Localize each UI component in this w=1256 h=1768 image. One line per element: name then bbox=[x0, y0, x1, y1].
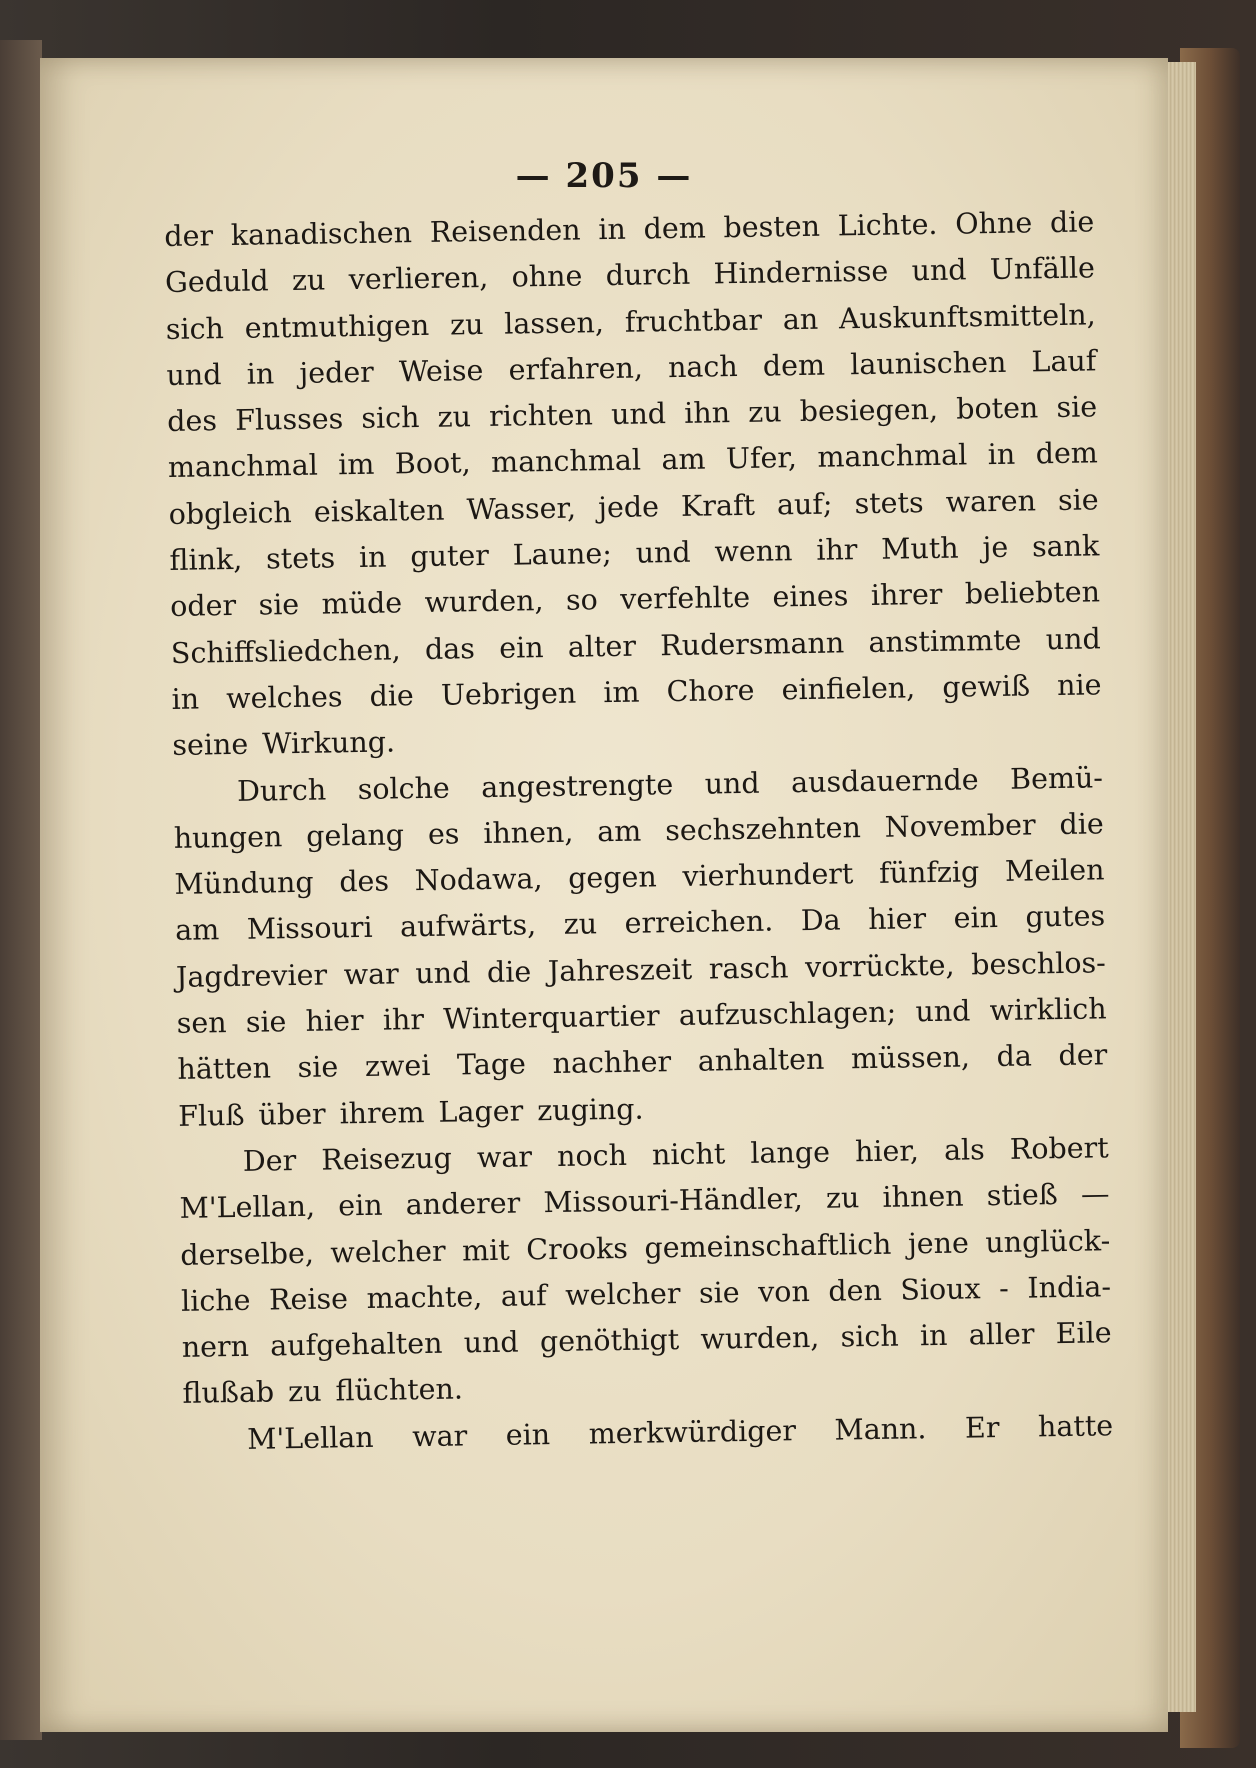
word: und bbox=[463, 1325, 519, 1360]
word: wurden, bbox=[424, 584, 544, 620]
word: sie bbox=[258, 588, 300, 622]
word: und bbox=[915, 994, 971, 1029]
word: M'Lellan bbox=[246, 1420, 374, 1456]
word: Wasser, bbox=[466, 491, 577, 527]
word: manchmal bbox=[817, 438, 968, 475]
word: dem bbox=[762, 348, 826, 383]
word: in bbox=[358, 540, 387, 575]
word: anhalten bbox=[697, 1043, 825, 1079]
book-cover-left bbox=[0, 40, 42, 1740]
word: Lauf bbox=[1031, 344, 1097, 379]
word: nie bbox=[1056, 668, 1102, 702]
word: an bbox=[782, 302, 819, 336]
word: und bbox=[415, 956, 471, 990]
word: gewiß bbox=[942, 669, 1031, 704]
word: jede bbox=[597, 490, 660, 524]
word: Boot, bbox=[394, 446, 471, 481]
word: zu bbox=[825, 1181, 860, 1215]
word: ausdauernde bbox=[790, 762, 979, 799]
word: ihr bbox=[816, 533, 858, 567]
word: mit bbox=[461, 1233, 510, 1267]
word: angestrengte bbox=[481, 767, 674, 804]
word: sie bbox=[698, 1275, 740, 1310]
word: eines bbox=[772, 579, 849, 614]
word: am bbox=[175, 913, 220, 948]
word: Flusses bbox=[234, 402, 344, 438]
word: Jagdrevier bbox=[175, 958, 328, 994]
word: einfielen, bbox=[781, 671, 916, 707]
word: Tage bbox=[456, 1047, 527, 1082]
word: Missouri-Händler, bbox=[543, 1182, 804, 1220]
word: zu bbox=[287, 1375, 322, 1409]
word: über bbox=[258, 1097, 326, 1132]
word: die bbox=[1049, 205, 1095, 240]
word: zu bbox=[449, 307, 484, 342]
word: Jahreszeit bbox=[547, 952, 693, 988]
word: hier bbox=[305, 1004, 364, 1038]
word: gutes bbox=[1025, 899, 1106, 935]
word: die bbox=[1059, 807, 1104, 841]
word: welcher bbox=[565, 1276, 681, 1312]
word: im bbox=[338, 448, 375, 482]
word: die bbox=[369, 679, 415, 713]
word: flink, bbox=[169, 542, 243, 578]
word: nicht bbox=[651, 1137, 726, 1172]
word: besiegen, bbox=[799, 393, 939, 429]
word: Der bbox=[242, 1143, 297, 1178]
word: welcher bbox=[330, 1234, 446, 1270]
word: sich bbox=[840, 1319, 899, 1354]
word: dem bbox=[643, 211, 706, 246]
word: zu bbox=[291, 263, 326, 298]
word: alter bbox=[567, 629, 637, 664]
word: hungen bbox=[173, 820, 283, 855]
word: in bbox=[919, 1318, 948, 1353]
page-number: — 205 — bbox=[515, 156, 693, 196]
word: derselbe, bbox=[180, 1236, 315, 1272]
word: es bbox=[427, 817, 460, 851]
word: verlieren, bbox=[348, 261, 489, 297]
word: Crooks bbox=[525, 1231, 629, 1266]
word: ihrem bbox=[339, 1095, 425, 1130]
word: solche bbox=[357, 771, 451, 806]
word: anderer bbox=[405, 1186, 521, 1222]
word: da bbox=[996, 1039, 1033, 1074]
word: waren bbox=[945, 484, 1037, 519]
word: Eile bbox=[1055, 1316, 1112, 1351]
word: launischen bbox=[849, 345, 1007, 382]
word: durch bbox=[605, 258, 691, 293]
word: das bbox=[424, 631, 476, 666]
word: ihrer bbox=[870, 578, 943, 613]
word: Weise bbox=[398, 353, 484, 389]
word: entmuthigen bbox=[244, 308, 430, 345]
word: die bbox=[486, 955, 532, 989]
word: boten bbox=[955, 391, 1039, 426]
word: Wirkung. bbox=[261, 725, 396, 761]
word: lange bbox=[750, 1135, 831, 1170]
word: anstimmte bbox=[868, 623, 1022, 659]
word: Muth bbox=[881, 531, 959, 566]
word: den bbox=[828, 1273, 883, 1308]
word: in bbox=[987, 438, 1016, 472]
word: M'Lellan, bbox=[179, 1189, 316, 1226]
word: Robert bbox=[1009, 1131, 1109, 1166]
word: am bbox=[661, 443, 706, 477]
word: Nodawa, bbox=[414, 862, 543, 898]
word: Meilen bbox=[1004, 853, 1105, 889]
word: besten bbox=[723, 209, 821, 245]
word: zu bbox=[747, 395, 782, 430]
word: fünfzig bbox=[878, 855, 980, 891]
word: Chore bbox=[666, 673, 755, 709]
word: ein bbox=[337, 1188, 383, 1223]
word: machte, bbox=[366, 1279, 483, 1315]
word: je bbox=[982, 530, 1009, 565]
word: wurden, bbox=[700, 1320, 820, 1356]
word: war bbox=[343, 957, 400, 992]
word: der bbox=[1058, 1038, 1108, 1073]
word: von bbox=[757, 1274, 811, 1309]
word: Reisenden bbox=[429, 213, 581, 249]
word: am bbox=[597, 814, 642, 849]
word: aller bbox=[968, 1317, 1035, 1352]
word: welches bbox=[225, 680, 343, 716]
word: ein bbox=[505, 1417, 551, 1452]
word: Reise bbox=[268, 1282, 349, 1317]
word: unglück- bbox=[985, 1223, 1111, 1259]
word: als bbox=[943, 1133, 986, 1167]
word: wirklich bbox=[989, 992, 1107, 1028]
word: ihn bbox=[683, 396, 731, 431]
word: — bbox=[1080, 1177, 1110, 1211]
word: ihr bbox=[382, 1003, 425, 1037]
word: nachher bbox=[552, 1045, 672, 1081]
word: sie bbox=[297, 1050, 339, 1085]
word: Ufer, bbox=[725, 441, 798, 476]
word: hier, bbox=[854, 1134, 920, 1169]
word: November bbox=[884, 808, 1036, 844]
word: dem bbox=[1035, 436, 1099, 471]
word: sank bbox=[1031, 529, 1100, 564]
word: gegen bbox=[567, 860, 657, 895]
word: flüchten. bbox=[335, 1372, 464, 1408]
word: und bbox=[911, 253, 967, 288]
word: flußab bbox=[182, 1375, 275, 1411]
word: Unfälle bbox=[989, 251, 1096, 287]
word: zu bbox=[563, 907, 598, 942]
word: in bbox=[246, 357, 275, 391]
word: rasch bbox=[708, 951, 789, 986]
word: beschlos- bbox=[970, 946, 1107, 982]
word: India- bbox=[1027, 1270, 1112, 1305]
word: Hindernisse bbox=[713, 254, 889, 291]
word: erreichen. bbox=[624, 904, 774, 941]
word: nern bbox=[181, 1329, 250, 1364]
word: stets bbox=[265, 541, 336, 576]
word: Geduld bbox=[164, 264, 269, 300]
word: war bbox=[411, 1419, 468, 1453]
word: ihnen bbox=[882, 1179, 964, 1215]
word: manchmal bbox=[490, 444, 642, 480]
word: Laune; bbox=[512, 537, 613, 572]
word: in bbox=[171, 682, 200, 716]
word: Fluß bbox=[177, 1098, 245, 1133]
word: beliebten bbox=[964, 575, 1101, 611]
word: ohne bbox=[511, 259, 583, 294]
word: hatte bbox=[1037, 1408, 1114, 1444]
word: sie bbox=[245, 1005, 287, 1039]
word: Rudersmann bbox=[660, 626, 845, 662]
word: sen bbox=[176, 1006, 227, 1040]
word: jene bbox=[907, 1226, 970, 1260]
word: Auskunftsmitteln, bbox=[838, 297, 1096, 336]
word: manchmal bbox=[167, 449, 319, 485]
word: aufwärts, bbox=[399, 908, 537, 944]
word: müde bbox=[321, 586, 403, 621]
word: lassen, bbox=[504, 305, 605, 341]
word: liche bbox=[180, 1283, 251, 1318]
word: Schiffsliedchen, bbox=[170, 633, 401, 670]
word: seine bbox=[172, 728, 249, 763]
word: war bbox=[476, 1140, 533, 1175]
word: sich bbox=[361, 401, 420, 436]
book-page bbox=[40, 58, 1168, 1732]
word: Mündung bbox=[174, 865, 314, 902]
word: im bbox=[603, 675, 640, 710]
word: und bbox=[166, 358, 222, 392]
word: Reisezug bbox=[321, 1141, 453, 1177]
word: aufgehalten bbox=[270, 1326, 443, 1363]
word: Bemü- bbox=[1009, 760, 1104, 796]
word: Mann. bbox=[834, 1411, 927, 1447]
word: obgleich bbox=[168, 495, 293, 531]
word: sich bbox=[165, 311, 225, 346]
word: sie bbox=[1057, 483, 1099, 517]
word: so bbox=[565, 583, 599, 618]
body-text bbox=[164, 199, 1114, 1463]
word: merkwürdiger bbox=[588, 1413, 797, 1451]
word: und bbox=[635, 535, 691, 570]
word: sechszehnten bbox=[664, 810, 862, 848]
word: und bbox=[610, 397, 667, 432]
word: gemeinschaftlich bbox=[644, 1227, 892, 1265]
word: Lichte. bbox=[837, 207, 938, 243]
word: Uebrigen bbox=[440, 676, 577, 712]
word: zu bbox=[437, 400, 472, 434]
word: hier bbox=[867, 902, 927, 937]
word: oder bbox=[169, 589, 237, 624]
word: des bbox=[167, 404, 218, 439]
word: der bbox=[164, 219, 214, 253]
word: jeder bbox=[299, 355, 375, 390]
word: Durch bbox=[236, 773, 327, 808]
word: ihnen, bbox=[483, 815, 574, 850]
word: Da bbox=[800, 903, 841, 938]
word: und bbox=[704, 766, 760, 801]
word: vorrückte, bbox=[804, 948, 955, 984]
word: Winterquartier bbox=[442, 999, 660, 1036]
word: stets bbox=[854, 485, 924, 520]
word: Lager bbox=[438, 1094, 524, 1129]
word: auf; bbox=[776, 487, 833, 522]
word: richten bbox=[488, 398, 594, 434]
word: verfehlte bbox=[619, 581, 751, 617]
word: sie bbox=[1056, 390, 1098, 425]
word: wenn bbox=[714, 534, 793, 569]
word: zuging. bbox=[536, 1092, 644, 1127]
word: auf bbox=[500, 1278, 547, 1313]
word: Missouri bbox=[246, 911, 373, 947]
word: hätten bbox=[177, 1051, 272, 1087]
word: fruchtbar bbox=[624, 303, 763, 339]
word: gelang bbox=[305, 818, 405, 853]
word: guter bbox=[410, 539, 490, 574]
word: noch bbox=[556, 1138, 628, 1173]
word: genöthigt bbox=[539, 1323, 680, 1359]
word: müssen, bbox=[850, 1040, 971, 1076]
word: erfahren, bbox=[508, 351, 644, 387]
word: ein bbox=[498, 630, 544, 665]
word: kanadischen bbox=[230, 216, 413, 252]
word: - bbox=[998, 1271, 1010, 1305]
word: zwei bbox=[364, 1049, 431, 1084]
word: nach bbox=[667, 349, 738, 384]
word: Sioux bbox=[900, 1272, 981, 1307]
word: Er bbox=[964, 1410, 1000, 1445]
word: aufzuschlagen; bbox=[678, 995, 897, 1033]
word: in bbox=[598, 212, 627, 247]
word: Kraft bbox=[680, 488, 756, 523]
word: des bbox=[339, 864, 390, 899]
word: Ohne bbox=[955, 206, 1033, 241]
word: ein bbox=[953, 901, 999, 936]
word: eiskalten bbox=[313, 493, 445, 529]
word: vierhundert bbox=[682, 857, 854, 894]
word: stieß bbox=[986, 1178, 1059, 1213]
word: und bbox=[1045, 622, 1101, 656]
